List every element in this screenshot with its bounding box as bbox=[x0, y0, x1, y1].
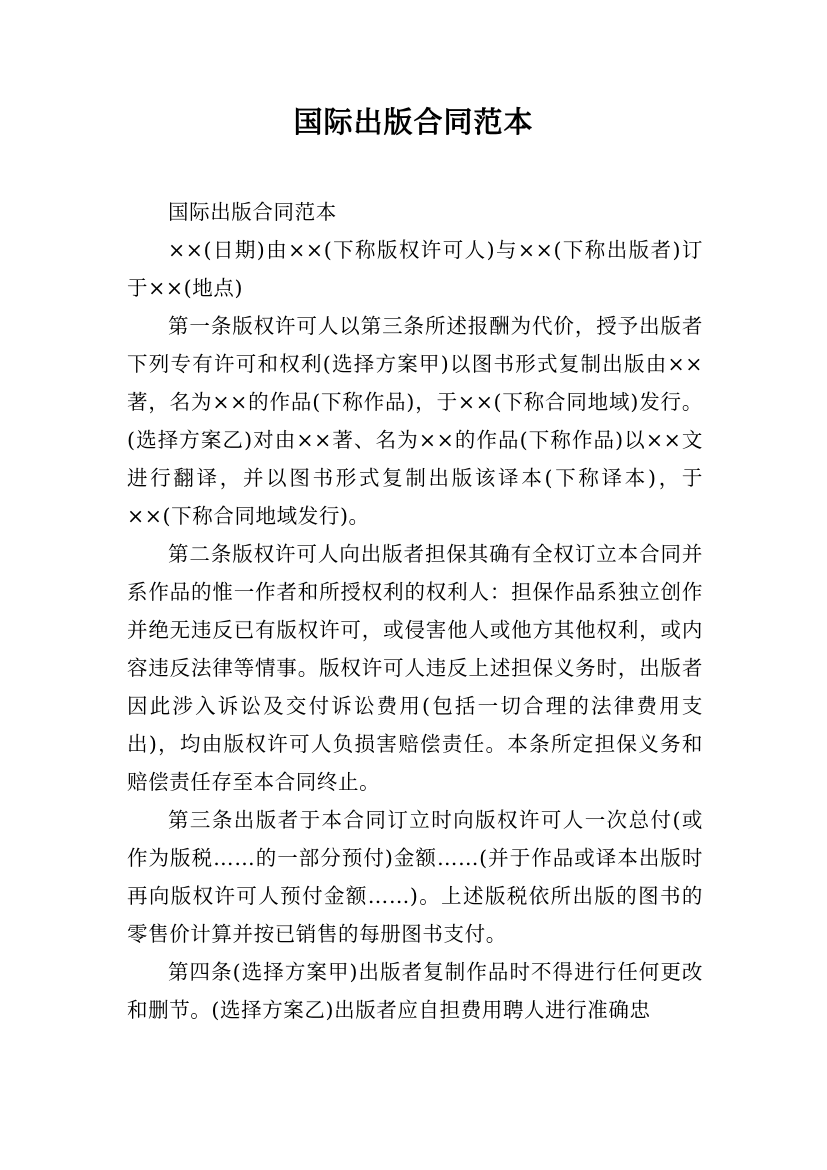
paragraph: 第四条(选择方案甲)出版者复制作品时不得进行任何更改和删节。(选择方案乙)出版者应自担费用聘人进行准确忠 bbox=[127, 960, 703, 1022]
paragraph: 第二条版权许可人向出版者担保其确有全权订立本合同并系作品的惟一作者和所授权利的权利人：担保作品系独立创作并绝无违反已有版权许可，或侵害他人或他方其他权利，或内容违反法律等情事。版权许可人违反上述担保义务时，出版者因此涉入诉讼及交付诉讼费用(包括一切合理的法律费用支出)，均由版权许可人负损害赔偿责任。本条所定担保义务和赔偿责任存至本合同终止。 bbox=[127, 542, 703, 794]
document-body bbox=[127, 193, 703, 1029]
document-title: 国际出版合同范本 bbox=[293, 105, 534, 139]
paragraph: 第三条出版者于本合同订立时向版权许可人一次总付(或作为版税……的一部分预付)金额……(并于作品或译本出版时再向版权许可人预付金额……)。上述版税依所出版的图书的零售价计算并按已销售的每册图书支付。 bbox=[127, 808, 703, 946]
paragraph: ××(日期)由××(下称版权许可人)与××(下称出版者)订于××(地点) bbox=[127, 238, 703, 300]
paragraph: 第一条版权许可人以第三条所述报酬为代价，授予出版者下列专有许可和权利(选择方案甲)以图书形式复制出版由××著，名为××的作品(下称作品)，于××(下称合同地域)发行。(选择方案乙)对由××著、名为××的作品(下称作品)以××文进行翻译，并以图书形式复制出版该译本(下称译本)，于××(下称合同地域发行)。 bbox=[127, 314, 703, 528]
paragraph: 国际出版合同范本 bbox=[168, 200, 337, 224]
